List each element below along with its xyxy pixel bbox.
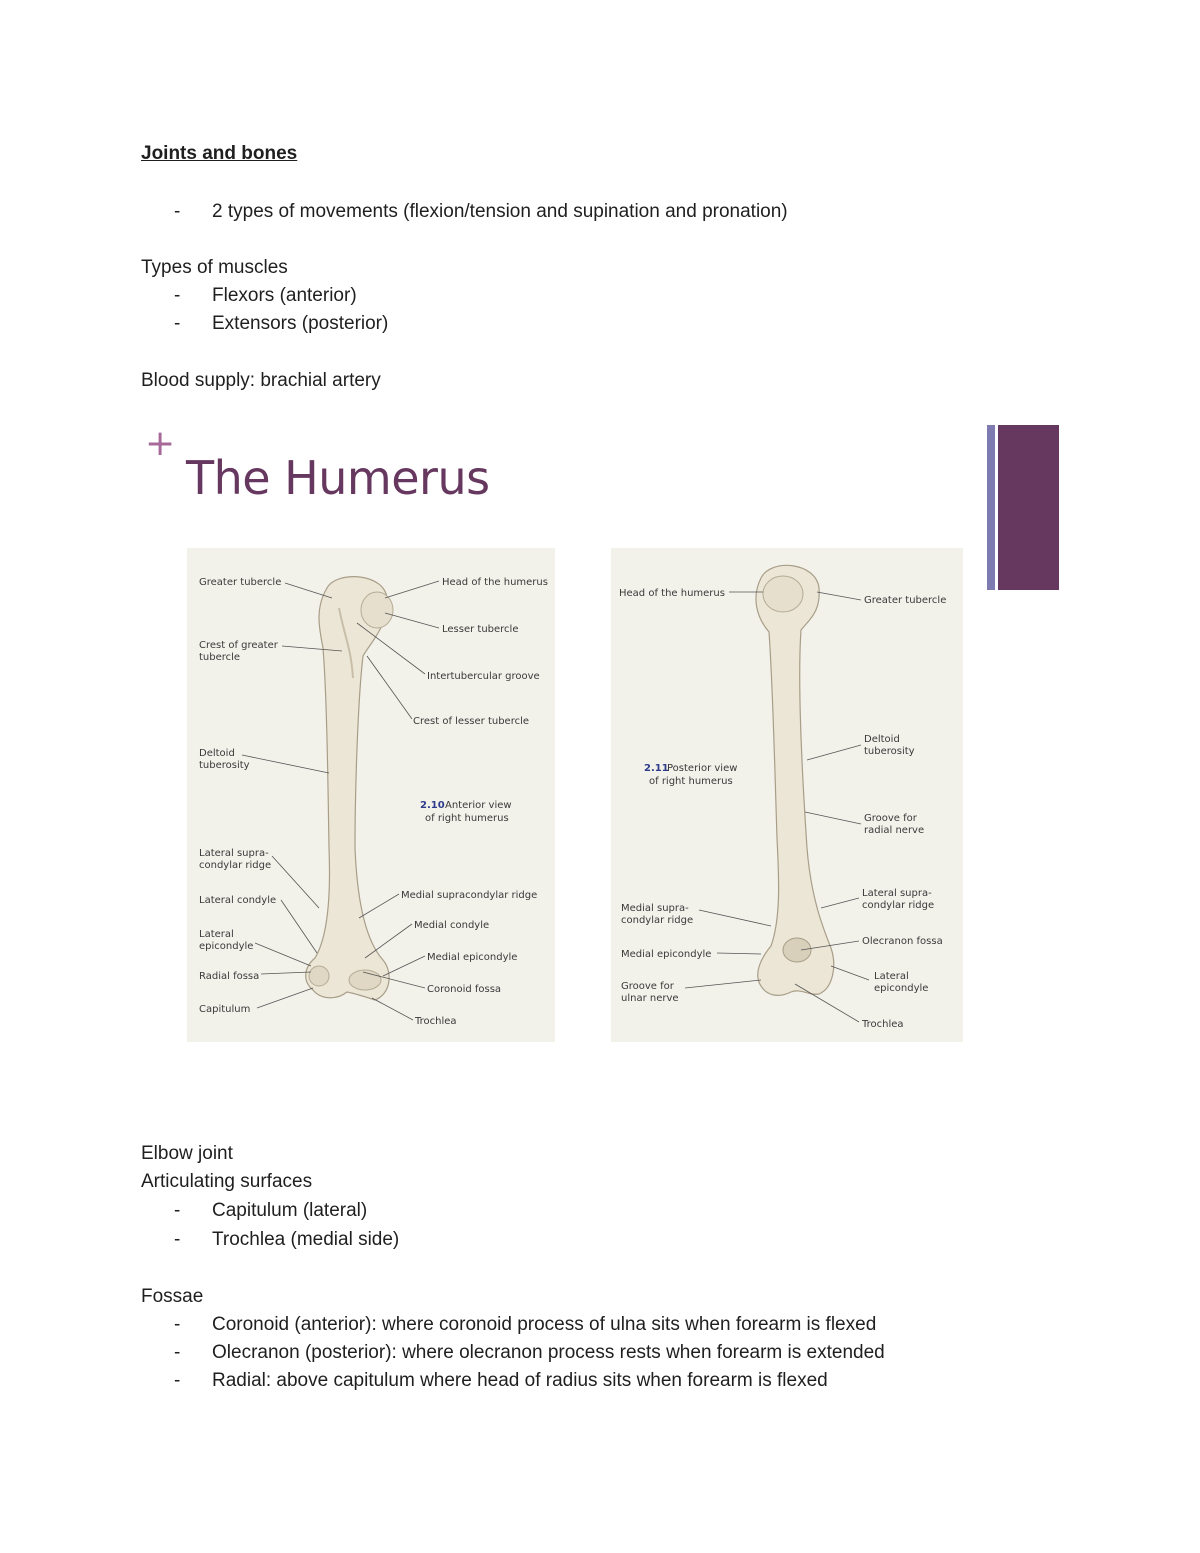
muscle-item: Extensors (posterior) [212, 313, 389, 334]
blood-supply: Blood supply: brachial artery [141, 370, 381, 391]
bullet-dash: - [174, 1229, 181, 1250]
elbow-title: Elbow joint [141, 1143, 233, 1164]
label-medial-supra: Medial supracondylar ridge [401, 890, 538, 901]
fossae-item: Radial: above capitulum where head of radius sits when forearm is flexed [212, 1370, 828, 1391]
bullet-dash: - [174, 1314, 181, 1335]
elbow-item: Capitulum (lateral) [212, 1200, 368, 1221]
caption-line2: of right humerus [649, 776, 733, 787]
label-deltoid-1: Deltoid [864, 734, 900, 745]
caption-line1: Posterior view [667, 763, 738, 774]
humerus-bone-posterior [756, 565, 834, 995]
label-greater-tubercle: Greater tubercle [199, 577, 282, 588]
label-deltoid-1: Deltoid [199, 748, 235, 759]
label-lat-supra-2: condylar ridge [862, 900, 935, 911]
label-deltoid-2: tuberosity [199, 760, 250, 771]
label-lat-supra-1: Lateral supra- [862, 888, 932, 899]
bullet-dash: - [174, 313, 181, 334]
label-lat-supra-2: condylar ridge [199, 860, 272, 871]
label-med-supra-2: condylar ridge [621, 915, 694, 926]
label-groove-ulnar-1: Groove for [621, 981, 674, 992]
label-lateral-condyle: Lateral condyle [199, 895, 277, 906]
caption-number: 2.11 [644, 763, 669, 774]
slide-accent-bar-thick [998, 425, 1059, 590]
label-capitulum: Capitulum [199, 1004, 251, 1015]
caption-number: 2.10 [420, 800, 445, 811]
label-lat-epi-2: epicondyle [199, 941, 254, 952]
caption-line1: Anterior view [445, 800, 512, 811]
label-trochlea: Trochlea [862, 1019, 904, 1030]
bullet-dash: - [174, 1370, 181, 1391]
fossae-item: Coronoid (anterior): where coronoid process of ulna sits when forearm is flexed [212, 1314, 877, 1335]
slide-accent-bar-thin [987, 425, 995, 590]
label-lesser-tubercle: Lesser tubercle [442, 624, 519, 635]
elbow-subtitle: Articulating surfaces [141, 1171, 313, 1192]
label-crest-greater-1: Crest of greater [199, 640, 278, 651]
label-trochlea: Trochlea [415, 1016, 457, 1027]
label-head: Head of the humerus [442, 577, 548, 588]
label-lat-epi-1: Lateral [874, 971, 909, 982]
elbow-item: Trochlea (medial side) [212, 1229, 400, 1250]
muscles-title: Types of muscles [141, 257, 288, 278]
bullet-dash: - [174, 1342, 181, 1363]
label-head: Head of the humerus [619, 588, 725, 599]
posterior-humerus-diagram [611, 548, 963, 1042]
label-groove-radial-2: radial nerve [864, 825, 925, 836]
label-groove-ulnar-2: ulnar nerve [621, 993, 679, 1004]
label-medial-epicondyle: Medial epicondyle [621, 949, 712, 960]
label-greater-tubercle: Greater tubercle [864, 595, 947, 606]
label-medial-condyle: Medial condyle [414, 920, 490, 931]
bullet-dash: - [174, 201, 181, 222]
page-heading: Joints and bones [141, 143, 298, 164]
posterior-view-figure [611, 548, 963, 1042]
slide-title: The Humerus [186, 451, 490, 505]
label-lat-supra-1: Lateral supra- [199, 848, 269, 859]
anterior-view-figure [187, 548, 555, 1042]
fossae-item: Olecranon (posterior): where olecranon process rests when forearm is extended [212, 1342, 885, 1363]
fossae-title: Fossae [141, 1286, 204, 1307]
intro-bullet: 2 types of movements (flexion/tension and supination and pronation) [212, 201, 788, 222]
slide-plus-icon: + [145, 423, 176, 464]
label-intertubercular: Intertubercular groove [427, 671, 540, 682]
bullet-dash: - [174, 1200, 181, 1221]
label-crest-lesser: Crest of lesser tubercle [413, 716, 530, 727]
label-medial-epicondyle: Medial epicondyle [427, 952, 518, 963]
caption-line2: of right humerus [425, 813, 509, 824]
label-lat-epi-1: Lateral [199, 929, 234, 940]
label-lat-epi-2: epicondyle [874, 983, 929, 994]
label-olecranon-fossa: Olecranon fossa [862, 936, 943, 947]
label-groove-radial-1: Groove for [864, 813, 917, 824]
label-radial-fossa: Radial fossa [199, 971, 260, 982]
label-deltoid-2: tuberosity [864, 746, 915, 757]
bullet-dash: - [174, 285, 181, 306]
label-crest-greater-2: tubercle [199, 652, 241, 663]
label-med-supra-1: Medial supra- [621, 903, 689, 914]
muscle-item: Flexors (anterior) [212, 285, 357, 306]
anterior-humerus-diagram [187, 548, 555, 1042]
label-coronoid-fossa: Coronoid fossa [427, 984, 502, 995]
